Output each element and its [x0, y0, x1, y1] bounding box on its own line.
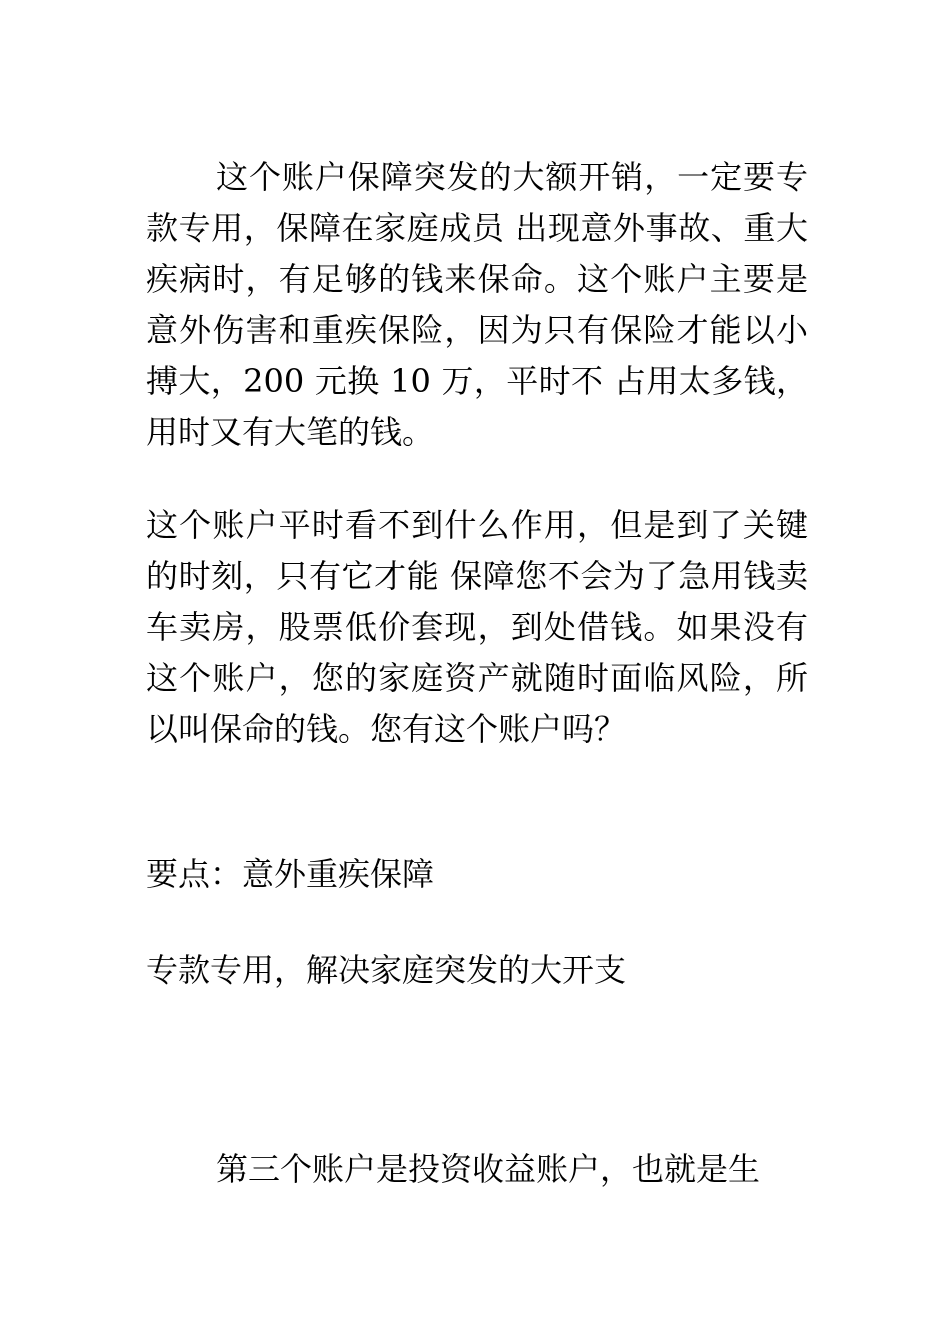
key-point-detail: 专款专用，解决家庭突发的大开支 — [146, 951, 627, 989]
paragraph-protection-account-importance: 这个账户平时看不到什么作用，但是到了关键的时刻，只有它才能 保障您不会为了急用钱卖车卖房，股票低价套现，到处借钱。如果没有这个账户，您的家庭资产就随时面临风险，所以叫保命的钱。您有这个账户吗？ — [146, 506, 808, 748]
paragraph-protection-account-intro: 这个账户保障突发的大额开销，一定要专款专用，保障在家庭成员 出现意外事故、重大疾病时，有足够的钱来保命。这个账户主要是意外伤害和重疾保险，因为只有保险才能以小搏大，200 元换 10 万，平时不 占用太多钱，用时又有大笔的钱。 — [146, 158, 808, 451]
key-point-heading: 要点：意外重疾保障 — [146, 855, 435, 893]
paragraph-third-account-intro: 第三个账户是投资收益账户，也就是生 — [216, 1150, 761, 1188]
